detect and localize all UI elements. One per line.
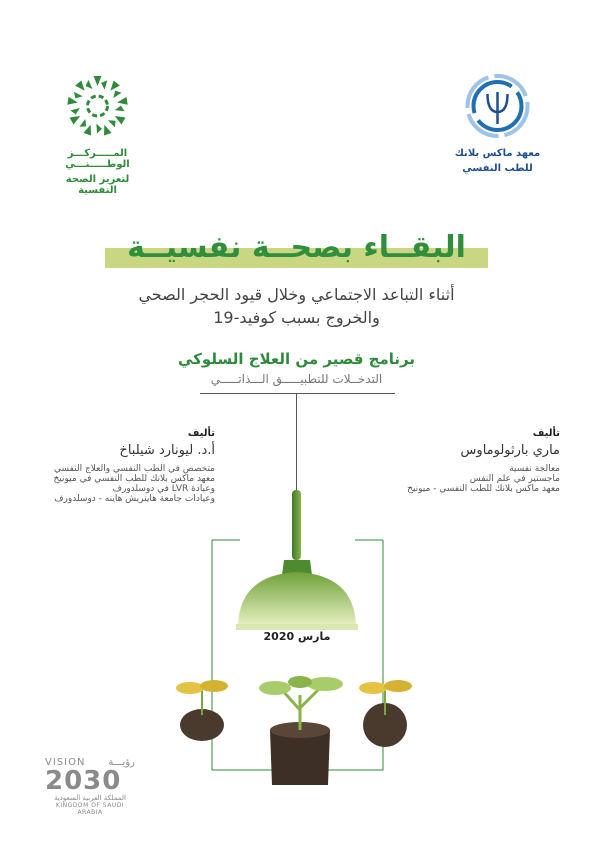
author-bio-line: ماجستير في علم النفس bbox=[469, 474, 560, 484]
small-plant-right bbox=[359, 680, 412, 747]
author-bio-line: وعيادة LVR في دوسلدورف bbox=[112, 484, 215, 494]
subtitle-line1: أثناء التباعد الاجتماعي وخلال قيود الحجر الصحي bbox=[138, 285, 455, 304]
vision-kingdom-ar: المملكة العربية السعودية bbox=[54, 794, 126, 802]
author-bio-line: معهد ماكس بلانك للطب النفسي في ميونيخ bbox=[53, 474, 215, 484]
author-name: ماري بارثولوماوس bbox=[460, 443, 560, 458]
author-heading: تأليف bbox=[532, 428, 560, 439]
page-title: البقــاء بصحــة نفسيــة bbox=[127, 230, 466, 265]
subtitle-line2: والخروج بسبب كوفيد-19 bbox=[213, 308, 380, 327]
vision-year: 2030 bbox=[45, 766, 122, 796]
author-bio-line: وعيادات جامعة هاينريش هاينه - دوسلدورف bbox=[54, 494, 215, 504]
mpi-name-line1: معهد ماكس بلانك bbox=[454, 148, 541, 159]
author-name: أ.د. ليونارد شيلباخ bbox=[119, 443, 215, 458]
plants-illustration bbox=[170, 670, 420, 790]
author-bio-line: معهد ماكس بلانك للطب النفسي - ميونيخ bbox=[407, 484, 560, 494]
mpi-name-line2: للطب النفسي bbox=[462, 163, 533, 174]
vision-ar: رؤيـــة bbox=[108, 757, 135, 768]
ncpmh-name-line1: المـــــركـــز الوطـــــنـــي bbox=[65, 148, 130, 170]
publication-date: مارس 2020 bbox=[263, 630, 331, 643]
program-title: برنامج قصير من العلاج السلوكي bbox=[178, 350, 415, 368]
author-bio-line: متخصص في الطب النفسي والعلاج النفسي bbox=[54, 464, 215, 474]
ncpmh-name-line2: لتعزيز الصحة النفسية bbox=[65, 174, 130, 196]
vision-en: VISION bbox=[45, 757, 86, 768]
vision-kingdom-en: KINGDOM OF SAUDI ARABIA bbox=[55, 802, 125, 816]
program-subtitle: التدخــلات للتطبيـــــق الـــذاتـــــي bbox=[210, 372, 383, 386]
vision-2030-logo bbox=[45, 757, 135, 822]
small-plant-left bbox=[176, 680, 228, 741]
author-heading: تأليف bbox=[187, 428, 215, 439]
author-bio-line: معالجة نفسية bbox=[509, 464, 560, 474]
large-plant-center bbox=[259, 676, 343, 785]
